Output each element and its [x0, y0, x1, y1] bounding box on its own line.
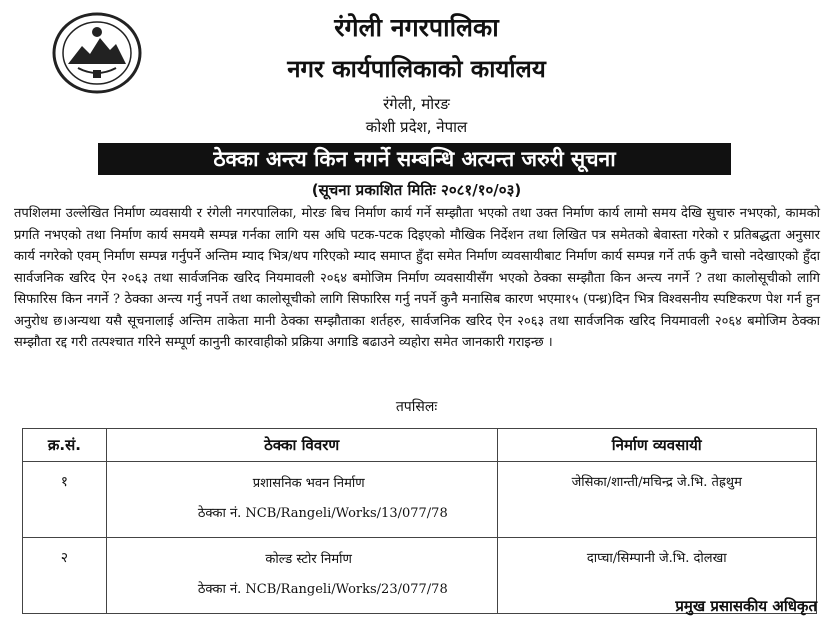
header-contractor: निर्माण व्यवसायी: [497, 429, 817, 462]
office-name: नगर कार्यपालिकाको कार्यालय: [287, 55, 546, 83]
notice-title: [98, 143, 731, 175]
notice-title-text: ठेक्का अन्त्य किन नगर्ने सम्बन्धि अत्यन्त जरुरी सूचना: [213, 147, 616, 171]
row-contractor: दाप्चा/सिम्पानी जे.भि. दोलखा: [497, 538, 817, 614]
contract-number: ठेक्का नं. NCB/Rangeli/Works/13/077/78: [197, 506, 448, 521]
office-location: रंगेली, मोरङ: [383, 95, 450, 113]
signatory-title: प्रमुख प्रसासकीय अधिकृत: [675, 597, 817, 615]
table-header-row: [23, 429, 817, 462]
details-heading: तपसिलः: [395, 399, 438, 415]
notice-body: तपशिलमा उल्लेखित निर्माण व्यवसायी र रंगेली नगरपालिका, मोरङ बिच निर्माण कार्य गर्ने सम्झौता भएको तथा उक्त निर्माण कार्य लामो समय देखि सुचारु नभएको, कामको प्रगति नभएको तथा निर्माण कार्य समयमै सम्पन्न गर्नका लागि यस अघि पटक-पटक दिइएको मौखिक निर्देशन तथा लिखित पत्र समेतको बेवास्ता गरेको र प्रतिबद्धता अनुसार कार्य नगरेको एवम् निर्माण सम्पन्न गर्नुपर्ने अन्तिम म्याद भित्र/थप गरिएको म्याद समाप्त हुँदा समेत निर्माण व्यवसायीबाट निर्माण कार्य सम्पन्न गर्ने तर्फ कुनै चासो नदेखाएको हुँदा सार्वजनिक खरिद ऐन २०६३ तथा सार्वजनिक खरिद नियमावली २०६४ बमोजिम निर्माण व्यवसायीसँग भएको ठेक्का सम्झौता किन अन्त्य नगर्ने ? तथा कालोसूचीको लागि सिफारिस किन नगर्ने ? ठेक्का अन्त्य गर्नु नपर्ने तथा कालोसूचीको लागि सिफारिस गर्नु नपर्ने कुनै मनासिब कारण भएमा१५ (पन्ध्र)दिन भित्र विश्वसनीय स्पष्टिकरण पेश गर्न हुन अनुरोध छ।अन्यथा यसै सूचनालाई अन्तिम ताकेता मानी ठेक्का सम्झौताका शर्तहरु, सार्वजनिक खरिद ऐन २०६३ तथा सार्वजनिक खरिद नियमावली २०६४ बमोजिम ठेक्का सम्झौता रद्द गरी तत्पश्चात गरिने सम्पूर्ण कानुनी कारवाहीको प्रक्रिया अगाडि बढाउने व्यहोरा समेत जानकारी गराइन्छ ।: [14, 206, 820, 350]
row-serial: २: [23, 538, 107, 614]
header-serial: क्र.सं.: [23, 429, 107, 462]
row-contract-details: [106, 462, 497, 538]
work-name: कोल्ड स्टोर निर्माण: [265, 552, 352, 567]
works-table: [22, 428, 817, 614]
table-row: [23, 462, 817, 538]
row-contract-details: [106, 538, 497, 614]
work-name: प्रशासनिक भवन निर्माण: [252, 476, 365, 491]
row-contractor: जेसिका/शान्ती/मचिन्द्र जे.भि. तेह्रथुम: [497, 462, 817, 538]
row-serial: १: [23, 462, 107, 538]
office-province: कोशी प्रदेश, नेपाल: [365, 118, 468, 136]
header-contract-details: ठेक्का विवरण: [106, 429, 497, 462]
contract-number: ठेक्का नं. NCB/Rangeli/Works/23/077/78: [197, 582, 448, 597]
municipality-name: रंगेली नगरपालिका: [334, 13, 499, 42]
publish-date: (सूचना प्रकाशित मितिः २०८१/१०/०३): [311, 181, 522, 199]
